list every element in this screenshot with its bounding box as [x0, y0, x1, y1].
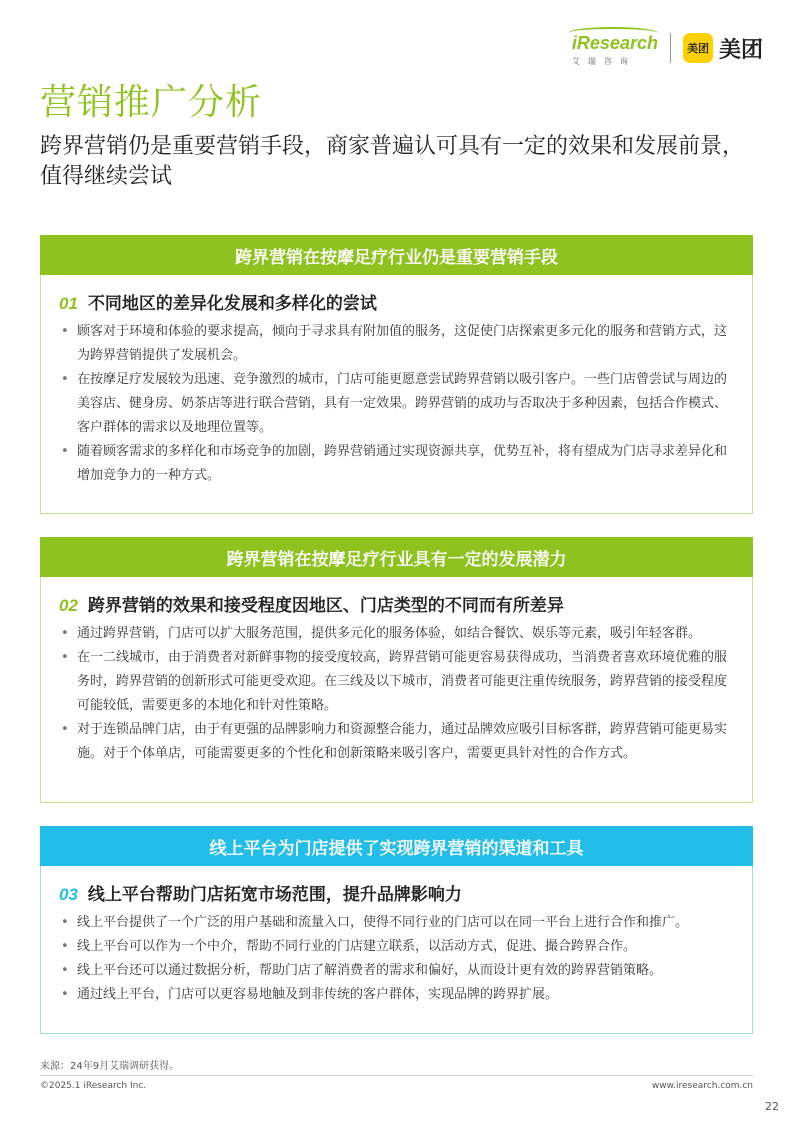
- list-item: • 线上平台可以作为一个中介，帮助不同行业的门店建立联系，以活动方式，促进、撮合跨界合作。: [59, 935, 734, 959]
- meituan-wordmark: 美团: [718, 37, 763, 63]
- list-item: • 线上平台还可以通过数据分析，帮助门店了解消费者的需求和偏好，从而设计更有效的跨界营销策略。: [59, 959, 734, 983]
- section-subhead-text: 不同地区的差异化发展和多样化的尝试: [87, 294, 377, 314]
- section-subhead-text: 跨界营销的效果和接受程度因地区、门店类型的不同而有所差异: [87, 596, 564, 616]
- section-body: [40, 275, 753, 514]
- section-number: 03: [59, 885, 78, 904]
- page-title: 营销推广分析: [40, 82, 263, 123]
- swoosh-icon: [568, 27, 658, 39]
- logo-divider: [670, 33, 671, 63]
- section-3: [40, 826, 753, 1034]
- header-logos: [572, 22, 763, 74]
- section-header: 跨界营销在按摩足疗行业具有一定的发展潜力: [40, 537, 753, 577]
- section-body: [40, 577, 753, 803]
- list-item: • 顾客对于环境和体验的要求提高，倾向于寻求具有附加值的服务，这促使门店探索更多元化的服务和营销方式，这为跨界营销提供了发展机会。: [59, 320, 734, 368]
- meituan-badge-icon: 美团: [683, 33, 713, 63]
- section-header: 线上平台为门店提供了实现跨界营销的渠道和工具: [40, 826, 753, 866]
- section-1: [40, 235, 753, 514]
- section-subhead: [59, 591, 734, 616]
- section-subhead: [59, 289, 734, 314]
- bullet-list: [59, 320, 734, 488]
- copyright: ©2025.1 iResearch Inc.: [40, 1081, 147, 1091]
- list-item: • 对于连锁品牌门店，由于有更强的品牌影响力和资源整合能力，通过品牌效应吸引目标客群，跨界营销可能更易实施。对于个体单店，可能需要更多的个性化和创新策略来吸引客户，需要更具针对性的合作方式。: [59, 718, 734, 766]
- website-link[interactable]: www.iresearch.com.cn: [651, 1081, 753, 1091]
- section-subhead: [59, 880, 734, 905]
- list-item: • 在一二线城市，由于消费者对新鲜事物的接受度较高，跨界营销可能更容易获得成功，当消费者喜欢环境优雅的服务时，跨界营销的创新形式可能更受欢迎。在三线及以下城市，消费者可能更注重传统服务，跨界营销的接受程度可能较低，需要更多的本地化和针对性策略。: [59, 646, 734, 718]
- section-2: [40, 537, 753, 803]
- list-item: • 随着顾客需求的多样化和市场竞争的加剧，跨界营销通过实现资源共享，优势互补，将有望成为门店寻求差异化和增加竞争力的一种方式。: [59, 440, 734, 488]
- footer-divider: [40, 1075, 753, 1076]
- iresearch-word: iResearch: [571, 33, 658, 53]
- bullet-list: [59, 622, 734, 766]
- list-item: • 在按摩足疗发展较为迅速、竞争激烈的城市，门店可能更愿意尝试跨界营销以吸引客户。一些门店曾尝试与周边的美容店、健身房、奶茶店等进行联合营销，具有一定效果。跨界营销的成功与否取决于多种因素，包括合作模式、客户群体的需求以及地理位置等。: [59, 368, 734, 440]
- section-subhead-text: 线上平台帮助门店拓宽市场范围，提升品牌影响力: [87, 885, 462, 905]
- section-number: 02: [59, 596, 78, 615]
- bullet-list: [59, 911, 734, 1007]
- source-note: 来源：24年9月艾瑞调研获得。: [40, 1061, 180, 1072]
- iresearch-subtitle: 艾瑞咨询: [571, 57, 636, 66]
- section-number: 01: [59, 294, 78, 313]
- page-number: 22: [765, 1100, 779, 1113]
- page-subtitle: 跨界营销仍是重要营销手段，商家普遍认可具有一定的效果和发展前景，值得继续尝试: [40, 134, 745, 189]
- list-item: • 通过线上平台，门店可以更容易地触及到非传统的客户群体，实现品牌的跨界扩展。: [59, 983, 734, 1007]
- list-item: • 线上平台提供了一个广泛的用户基础和流量入口，使得不同行业的门店可以在同一平台上进行合作和推广。: [59, 911, 734, 935]
- list-item: • 通过跨界营销，门店可以扩大服务范围，提供多元化的服务体验，如结合餐饮、娱乐等元素，吸引年轻客群。: [59, 622, 734, 646]
- iresearch-wordmark: [572, 29, 658, 54]
- section-body: [40, 866, 753, 1034]
- section-header: 跨界营销在按摩足疗行业仍是重要营销手段: [40, 235, 753, 275]
- iresearch-logo: [572, 29, 658, 67]
